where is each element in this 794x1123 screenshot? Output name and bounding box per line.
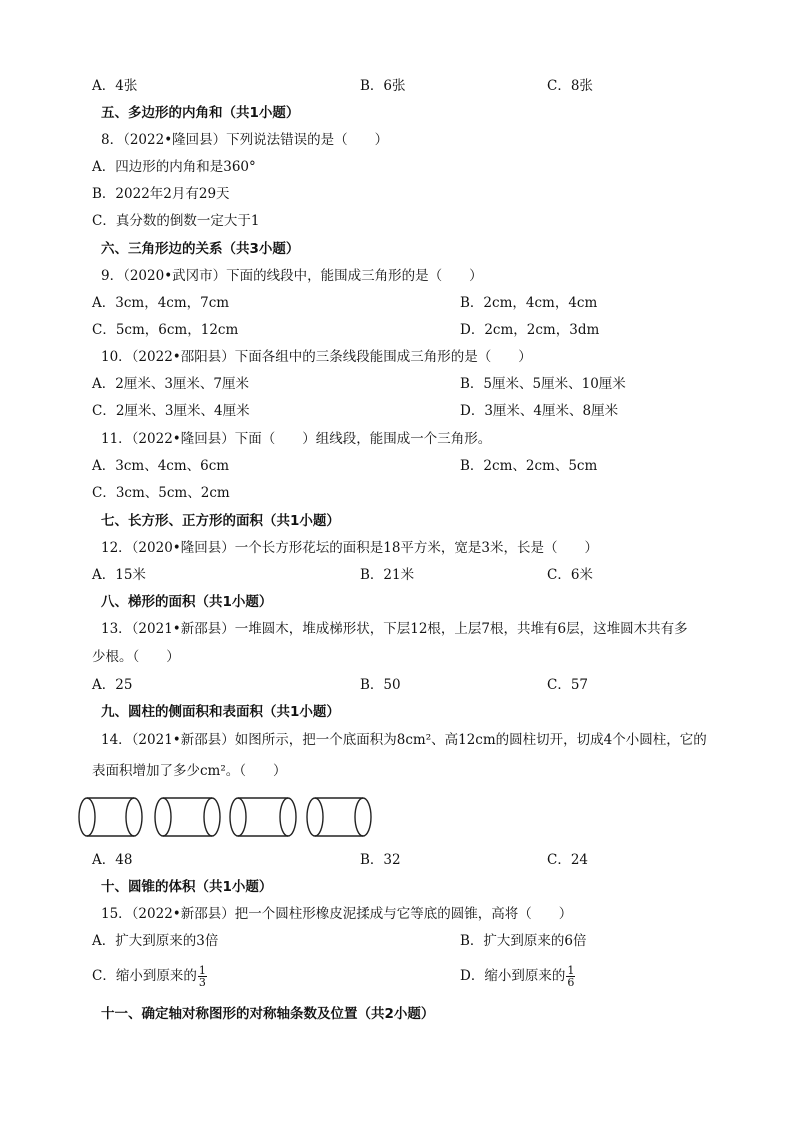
section-heading-6: 六、三角形边的关系（共3小题） bbox=[101, 241, 300, 257]
option-a[interactable]: A．4张 bbox=[92, 78, 138, 94]
option-d[interactable]: D．3厘米、4厘米、8厘米 bbox=[460, 403, 619, 419]
option-c[interactable]: C．24 bbox=[547, 852, 589, 868]
q15-options-ab bbox=[92, 932, 587, 950]
option-c[interactable]: C．8张 bbox=[547, 78, 593, 94]
option-a[interactable]: A．扩大到原来的3倍 bbox=[92, 933, 219, 949]
option-a[interactable]: A．3cm、4cm、6cm bbox=[92, 458, 230, 474]
section-heading-11: 十一、确定轴对称图形的对称轴条数及位置（共2小题） bbox=[101, 1006, 435, 1022]
section-heading-8: 八、梯形的面积（共1小题） bbox=[101, 594, 273, 610]
cylinders-figure bbox=[76, 793, 376, 841]
question-9: 9．（2020•武冈市）下面的线段中，能围成三角形的是（ ） bbox=[101, 268, 483, 284]
option-a[interactable]: A．15米 bbox=[92, 567, 146, 583]
section-heading-10: 十、圆锥的体积（共1小题） bbox=[101, 879, 273, 895]
option-c[interactable]: C．5cm，6cm，12cm bbox=[92, 322, 239, 338]
option-b[interactable]: B．2cm、2cm、5cm bbox=[460, 458, 598, 474]
option-b[interactable]: B．2cm，4cm，4cm bbox=[460, 295, 598, 311]
question-8: 8．（2022•隆回县）下列说法错误的是（ ） bbox=[101, 132, 389, 148]
cylinder-4 bbox=[307, 798, 371, 836]
option-b[interactable]: B．50 bbox=[360, 677, 401, 693]
question-12: 12．（2020•隆回县）一个长方形花坛的面积是18平方米，宽是3米，长是（ ） bbox=[101, 540, 599, 556]
option-c[interactable]: C．6米 bbox=[547, 567, 593, 583]
cylinder-2 bbox=[155, 798, 220, 836]
section-heading-5: 五、多边形的内角和（共1小题） bbox=[101, 105, 300, 121]
q8-option-a[interactable]: A．四边形的内角和是360° bbox=[92, 159, 256, 175]
option-a[interactable]: A．3cm，4cm，7cm bbox=[92, 295, 230, 311]
question-13-cont: 少根。（ ） bbox=[92, 649, 180, 665]
question-10: 10．（2022•邵阳县）下面各组中的三条线段能围成三角形的是（ ） bbox=[101, 349, 532, 365]
q15-options-cd bbox=[92, 962, 575, 990]
option-a[interactable]: A．2厘米、3厘米、7厘米 bbox=[92, 376, 250, 392]
option-c-text: C．缩小到原来的 bbox=[92, 968, 197, 984]
cylinder-3 bbox=[230, 798, 296, 836]
fraction-one-sixth: $\frac{1}{6}$ bbox=[567, 964, 575, 989]
q7-options bbox=[92, 77, 593, 95]
q9-options-ab bbox=[92, 294, 598, 312]
question-14: 14．（2021•新邵县）如图所示，把一个底面积为8cm²、高12cm的圆柱切开，切成4个小圆柱，它的 bbox=[101, 732, 707, 748]
option-b[interactable]: B．32 bbox=[360, 852, 401, 868]
option-b[interactable]: B．6张 bbox=[360, 78, 406, 94]
option-b[interactable]: B．21米 bbox=[360, 567, 415, 583]
q8-option-b[interactable]: B．2022年2月有29天 bbox=[92, 186, 230, 202]
q10-options-ab bbox=[92, 375, 626, 393]
q11-options-ab bbox=[92, 457, 598, 475]
question-11: 11．（2022•隆回县）下面（ ）组线段，能围成一个三角形。 bbox=[101, 431, 492, 447]
section-heading-7: 七、长方形、正方形的面积（共1小题） bbox=[101, 513, 340, 529]
option-a[interactable]: A．48 bbox=[92, 852, 133, 868]
q12-options bbox=[92, 566, 593, 584]
cylinder-1 bbox=[79, 798, 142, 836]
section-heading-9: 九、圆柱的侧面积和表面积（共1小题） bbox=[101, 704, 340, 720]
q10-options-cd bbox=[92, 402, 619, 420]
option-c[interactable]: C．2厘米、3厘米、4厘米 bbox=[92, 403, 250, 419]
q14-options bbox=[92, 851, 589, 869]
option-d-text: D．缩小到原来的 bbox=[460, 968, 566, 984]
option-d[interactable]: D．2cm，2cm，3dm bbox=[460, 322, 600, 338]
fraction-one-third: $\frac{1}{3}$ bbox=[198, 964, 206, 989]
q11-option-c[interactable]: C．3cm、5cm、2cm bbox=[92, 485, 230, 501]
question-14-cont: 表面积增加了多少cm²。（ ） bbox=[92, 763, 287, 779]
option-b[interactable]: B．扩大到原来的6倍 bbox=[460, 933, 587, 949]
option-c[interactable]: C．57 bbox=[547, 677, 589, 693]
question-13: 13．（2021•新邵县）一堆圆木，堆成梯形状，下层12根，上层7根，共堆有6层，这堆圆木共有多 bbox=[101, 621, 688, 637]
q9-options-cd bbox=[92, 321, 600, 339]
q8-option-c[interactable]: C．真分数的倒数一定大于1 bbox=[92, 213, 260, 229]
q13-options bbox=[92, 676, 589, 694]
option-b[interactable]: B．5厘米、5厘米、10厘米 bbox=[460, 376, 626, 392]
option-a[interactable]: A．25 bbox=[92, 677, 133, 693]
question-15: 15．（2022•新邵县）把一个圆柱形橡皮泥揉成与它等底的圆锥，高将（ ） bbox=[101, 906, 573, 922]
option-c[interactable] bbox=[92, 964, 207, 989]
option-d[interactable] bbox=[460, 962, 575, 990]
